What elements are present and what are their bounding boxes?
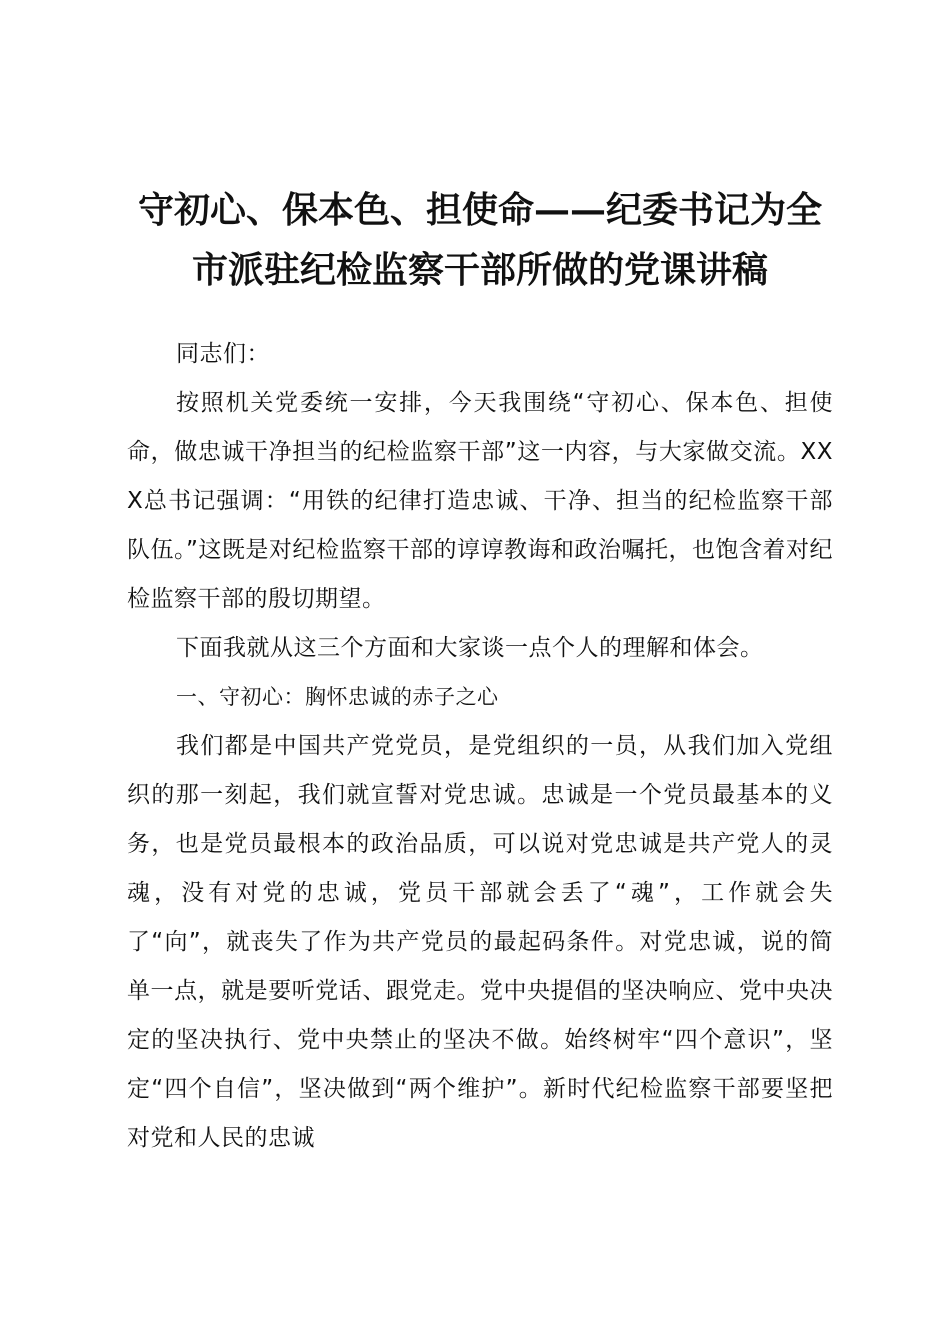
section-1-paragraph: 我们都是中国共产党党员，是党组织的一员，从我们加入党组织的那一刻起，我们就宣誓对党忠诚。忠诚是一个党员最基本的义务，也是党员最根本的政治品质，可以说对党忠诚是共产党人的灵魂，没有对党的忠诚，党员干部就会丢了“魂”，工作就会失了“向”，就丧失了作为共产党员的最起码条件。对党忠诚，说的简单一点，就是要听党话、跟党走。党中央提倡的坚决响应、党中央决定的坚决执行、党中央禁止的坚决不做。始终树牢“四个意识”，坚定“四个自信”，坚决做到“两个维护”。新时代纪检监察干部要坚把对党和人民的忠诚 <box>127 733 833 1151</box>
document-body <box>127 330 833 1163</box>
section-heading-1: 一、守初心：胸怀忠诚的赤子之心 <box>176 685 499 709</box>
paragraph-intro: 按照机关党委统一安排，今天我围绕“守初心、保本色、担使命，做忠诚干净担当的纪检监察干部”这一内容，与大家做交流。XXX总书记强调：“用铁的纪律打造忠诚、干净、担当的纪检监察干部队伍。”这既是对纪检监察干部的谆谆教诲和政治嘱托，也饱含着对纪检监察干部的殷切期望。 <box>127 390 833 612</box>
paragraph-transition: 下面我就从这三个方面和大家谈一点个人的理解和体会。 <box>176 635 764 661</box>
document-page <box>127 0 833 1344</box>
salutation: 同志们： <box>176 341 270 367</box>
document-title: 守初心、保本色、担使命——纪委书记为全市派驻纪检监察干部所做的党课讲稿 <box>137 189 822 291</box>
